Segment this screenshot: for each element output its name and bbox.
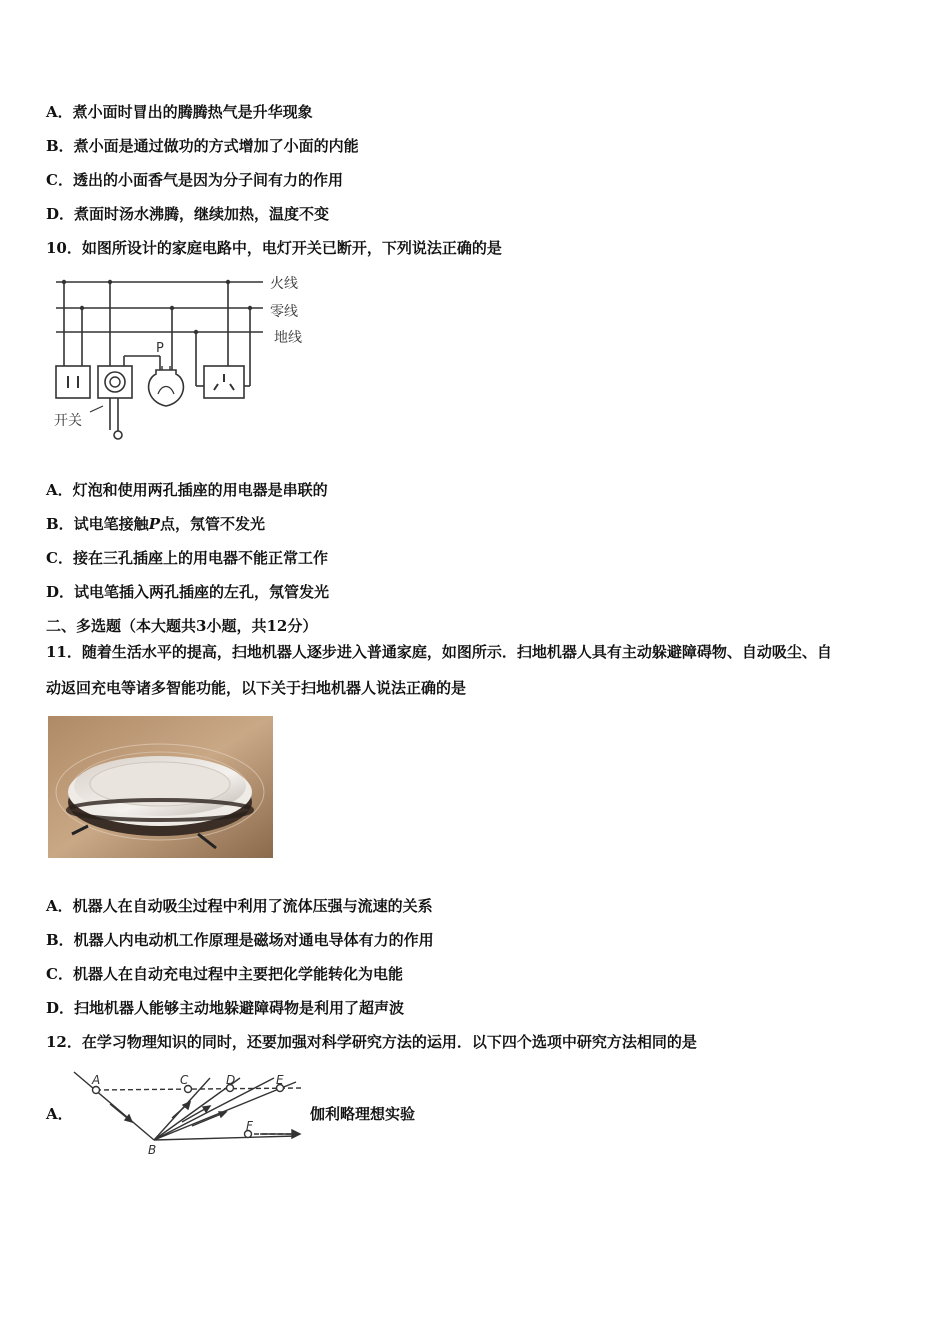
q10-option-d: D．试电笔插入两孔插座的左孔，氖管发光 — [46, 583, 330, 601]
q12-stem: 12．在学习物理知识的同时，还要加强对科学研究方法的运用．以下四个选项中研究方法相同的是 — [46, 1033, 697, 1051]
q9-option-b: B．煮小面是通过做功的方式增加了小面的内能 — [46, 137, 359, 155]
q12-option-a-text: 伽利略理想实验 — [310, 1105, 416, 1123]
label-live-wire: 火线 — [270, 276, 298, 292]
section-heading-multiple-choice: 二、多选题（本大题共3小题，共12分） — [46, 617, 318, 635]
light-bulb — [149, 366, 184, 406]
q10-option-a: A．灯泡和使用两孔插座的用电器是串联的 — [46, 481, 328, 499]
label-ground-wire: 地线 — [274, 330, 302, 346]
q9-option-a: A．煮小面时冒出的腾腾热气是升华现象 — [46, 103, 313, 121]
q11-option-b: B．机器人内电动机工作原理是磁场对通电导体有力的作用 — [46, 931, 434, 949]
point-a-label: A — [92, 1073, 101, 1087]
q11-stem-line2: 动返回充电等诸多智能功能，以下关于扫地机器人说法正确的是 — [46, 679, 467, 697]
label-neutral-wire: 零线 — [270, 304, 298, 320]
q10-option-b: B．试电笔接触P点，氖管不发光 — [46, 515, 265, 533]
q11-option-c: C．机器人在自动充电过程中主要把化学能转化为电能 — [46, 965, 403, 983]
wall-switch — [90, 366, 132, 439]
q9-option-c: C．透出的小面香气是因为分子间有力的作用 — [46, 171, 343, 189]
q11-option-a: A．机器人在自动吸尘过程中利用了流体压强与流速的关系 — [46, 897, 433, 915]
q12-option-a-letter: A． — [46, 1105, 73, 1123]
point-f-label: F — [246, 1119, 253, 1133]
q9-option-d: D．煮面时汤水沸腾，继续加热，温度不变 — [46, 205, 330, 223]
three-pin-socket — [204, 366, 244, 398]
point-c-label: C — [180, 1073, 189, 1087]
q10-stem: 10．如图所设计的家庭电路中，电灯开关已断开，下列说法正确的是 — [46, 239, 502, 257]
q11-stem-line1: 11．随着生活水平的提高，扫地机器人逐步进入普通家庭，如图所示．扫地机器人具有主动躲避障碍物、自动吸尘、自 — [46, 643, 832, 661]
label-switch: 开关 — [54, 413, 82, 429]
q10-option-c: C．接在三孔插座上的用电器不能正常工作 — [46, 549, 328, 567]
sweeping-robot-photo — [48, 716, 273, 858]
point-e-label: E — [276, 1073, 284, 1087]
two-pin-socket — [56, 366, 90, 398]
galileo-ideal-experiment-diagram — [70, 1068, 310, 1158]
household-circuit-diagram — [48, 270, 318, 450]
point-d-label: D — [226, 1073, 236, 1087]
point-b-label: B — [148, 1143, 157, 1157]
q11-option-d: D．扫地机器人能够主动地躲避障碍物是利用了超声波 — [46, 999, 405, 1017]
label-point-p: P — [156, 341, 164, 356]
